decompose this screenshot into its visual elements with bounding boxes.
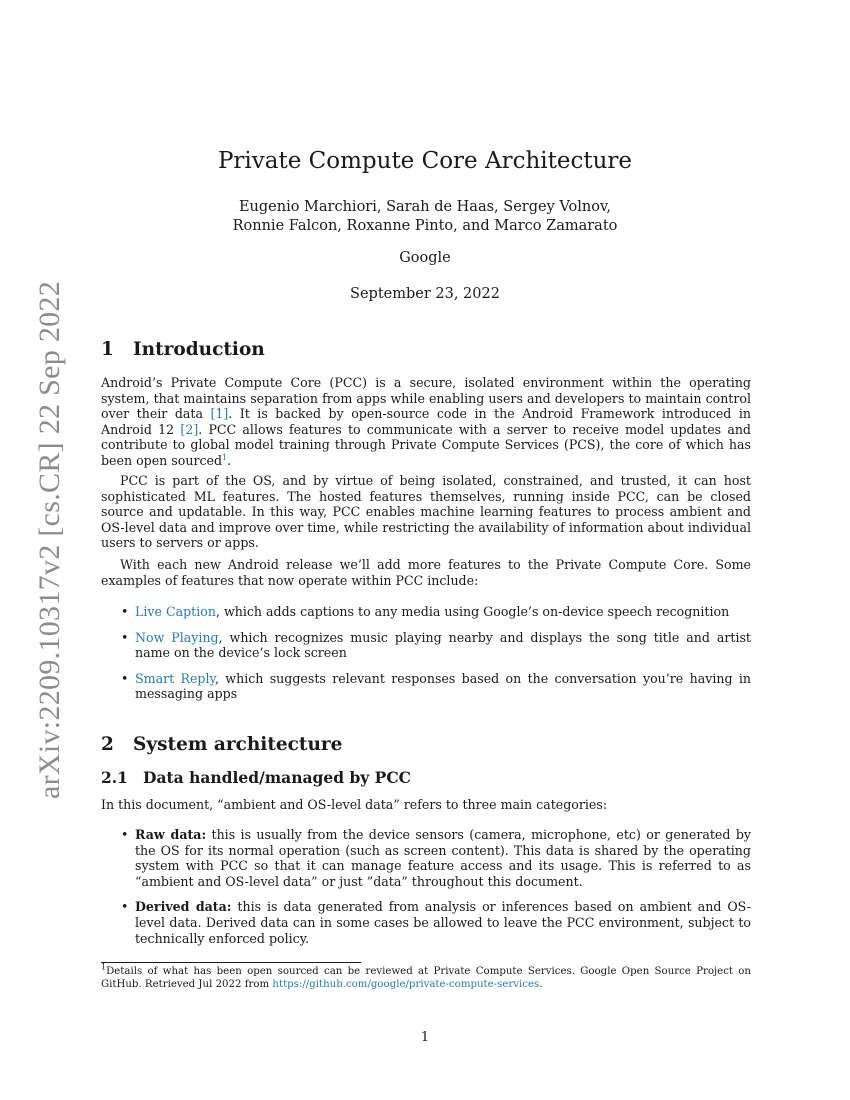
feature-link-now-playing[interactable]: Now Playing — [135, 629, 219, 645]
footnote-end: . — [539, 979, 543, 990]
intro-paragraph-2 — [101, 473, 751, 551]
feature-description: , which recognizes music playing nearby and displays the song title and artist name on the device’s lock screen — [135, 629, 751, 661]
term-derived-data: Derived data: — [135, 899, 232, 915]
list-item — [101, 604, 751, 620]
section-heading-system-architecture — [101, 734, 342, 755]
feature-description: , which adds captions to any media using Google’s on-device speech recognition — [215, 604, 730, 619]
list-item — [101, 827, 751, 889]
section-title: Introduction — [133, 339, 265, 360]
feature-description: , which suggests relevant responses based on the conversation you’re having in messaging apps — [135, 670, 751, 702]
citation-link-2[interactable]: [2] — [180, 421, 199, 437]
feature-link-smart-reply[interactable]: Smart Reply — [135, 670, 215, 686]
footnote-marker: 1 — [101, 962, 107, 972]
subsection-number: 2.1 — [101, 768, 128, 787]
section-title: System architecture — [133, 734, 343, 755]
page-number: 1 — [420, 1030, 430, 1045]
intro-paragraph-1 — [101, 375, 751, 469]
paragraph-text: In this document, “ambient and OS-level data” refers to three main categories: — [101, 797, 608, 812]
footnote — [101, 962, 751, 991]
subsection-heading-data-handled — [101, 768, 411, 787]
text-run: Android’s Private Compute Core (PCC) is a secure, isolated environment within the operating system, that maintains separation from apps while enabling users and developers to maintain control over their data — [101, 375, 751, 422]
paragraph-text: With each new Android release we’ll add more features to the Private Compute Core. Some examples of features that now operate within PCC include: — [101, 557, 751, 588]
authors-line-1: Eugenio Marchiori, Sarah de Haas, Sergey Volnov, — [238, 199, 612, 215]
text-run: . PCC allows features to communicate with a server to receive model updates and contribute to global model training through Private Compute Services (PCS), the core of which has been open sourced — [101, 421, 751, 468]
feature-list — [101, 604, 751, 702]
bullet-icon: • — [121, 670, 129, 686]
footnote-url-link[interactable]: https://github.com/google/private-compute-services — [272, 979, 540, 990]
term-description: this is data generated from analysis or inferences based on ambient and OS-level data. Derived data can in some cases be allowed to leave the PCC environment, subject to technically enforced policy. — [135, 899, 752, 946]
data-categories-intro — [101, 797, 751, 813]
list-item — [101, 899, 751, 946]
intro-paragraph-3 — [101, 557, 751, 588]
bullet-icon: • — [121, 629, 129, 645]
section-number: 2 — [101, 734, 114, 755]
affiliation: Google — [399, 250, 451, 266]
section-number: 1 — [101, 339, 114, 360]
term-raw-data: Raw data: — [135, 827, 207, 842]
authors-line-2: Ronnie Falcon, Roxanne Pinto, and Marco Zamarato — [232, 218, 618, 234]
citation-link-1[interactable]: [1] — [210, 406, 229, 422]
bullet-icon: • — [121, 899, 129, 915]
author-list — [0, 198, 850, 236]
arxiv-identifier[interactable]: arXiv:2209.10317v2 [cs.CR] 22 Sep 2022 — [33, 280, 66, 800]
footnote-divider — [101, 962, 361, 963]
paper-title: Private Compute Core Architecture — [217, 148, 633, 174]
subsection-title: Data handled/managed by PCC — [143, 768, 412, 787]
bullet-icon: • — [121, 604, 129, 619]
list-item — [101, 630, 751, 661]
paragraph-text: PCC is part of the OS, and by virtue of being isolated, constrained, and trusted, it can host sophisticated ML features. The hosted features themselves, running inside PCC, can be closed source and updatable. In this way, PCC enables machine learning features to process ambient and OS-level data and improve over time, while restricting the availability of information about individual users to servers or apps. — [101, 473, 751, 551]
feature-link-live-caption[interactable]: Live Caption — [135, 604, 216, 619]
publication-date: September 23, 2022 — [350, 286, 500, 302]
bullet-icon: • — [121, 827, 129, 842]
list-item — [101, 671, 751, 702]
data-category-list — [101, 827, 751, 946]
term-description: this is usually from the device sensors (camera, microphone, etc) or generated by the OS for its normal operation (such as screen content). This data is shared by the operating system with PCC so that it can manage feature access and its usage. This is referred to as “ambient and OS-level data” or just ”data” throughout this document. — [135, 827, 751, 889]
footnote-link-1[interactable]: 1 — [222, 452, 228, 462]
section-heading-introduction — [101, 339, 265, 360]
text-run: . — [227, 452, 232, 468]
text-run: . It is backed by open-source code in the Android Framework introduced in Android 12 — [101, 406, 751, 437]
footnote-text: Details of what has been open sourced can be reviewed at Private Compute Services. Google Open Source Project on GitHub. Retrieved Jul 2022 from — [101, 966, 751, 990]
